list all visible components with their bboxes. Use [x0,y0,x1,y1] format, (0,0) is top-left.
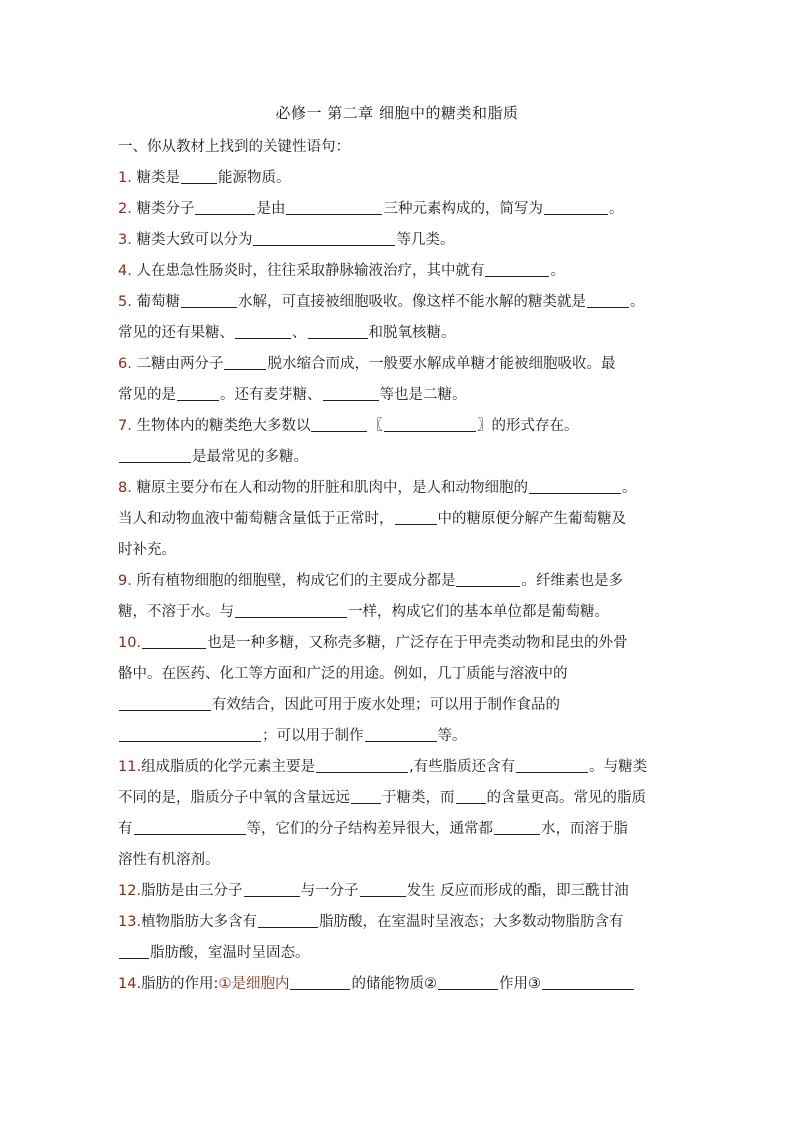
question-text: 葡萄糖 [136,294,180,310]
question-7 [118,411,683,473]
question-3 [118,225,683,256]
question-number: 1. [118,170,132,186]
question-text: 脂肪酸，室温时呈固态。 [150,945,310,961]
answer-blank[interactable] [516,757,588,773]
question-number: 4. [118,263,132,279]
question-text: 生物体内的糖类绝大多数以 [136,418,311,434]
question-text: 。 [550,263,565,279]
question-6 [118,349,683,411]
question-text: 。与糖类 [589,759,648,775]
question-text: 人在患急性肠炎时，往往采取静脉输液治疗，其中就有 [136,263,485,279]
answer-blank[interactable] [181,168,217,184]
question-text: 等。 [437,728,467,744]
answer-blank[interactable] [587,292,629,308]
answer-blank[interactable] [351,788,381,804]
question-text: ；可以用于制作 [262,728,364,744]
question-text: 当人和动物血液中葡萄糖含量低于正常时， [118,511,394,527]
page-title: 必修一 第二章 细胞中的糖类和脂质 [275,104,519,122]
answer-blank[interactable] [308,323,368,339]
answer-blank[interactable] [438,974,498,990]
question-12 [118,876,683,907]
question-text: 骼中。在医药、化工等方面和广泛的用途。例如，几丁质能与溶液中的 [118,666,568,682]
question-text: 糖类是 [136,170,180,186]
answer-blank[interactable] [544,199,608,215]
question-number: 13. [118,914,142,930]
answer-blank[interactable] [119,695,211,711]
question-text: 的储能物质② [351,976,437,992]
answer-blank[interactable] [181,292,237,308]
answer-blank[interactable] [224,354,266,370]
answer-blank[interactable] [395,509,437,525]
question-text: 。 [608,201,624,217]
question-8 [118,473,683,566]
question-5 [118,287,683,349]
question-text: 组成脂质的化学元素主要是 [141,759,316,775]
question-text: 的含量更高。常见的脂质 [486,790,646,806]
question-number: 9. [118,573,132,589]
question-text: 、 [292,325,307,341]
question-4 [118,256,683,287]
question-text: 等几类。 [396,232,455,248]
question-text: 糖原主要分布在人和动物的肝脏和肌肉中，是人和动物细胞的 [136,480,528,496]
question-9 [118,566,683,628]
question-text: 。纤维素也是多 [521,573,623,589]
question-13 [118,907,683,969]
question-text: ,有些脂质还含有 [409,759,516,775]
answer-blank[interactable] [365,726,437,742]
question-text: 糖，不溶于水。与 [118,604,234,620]
answer-blank[interactable] [177,385,219,401]
answer-blank[interactable] [258,912,318,928]
answer-blank[interactable] [456,571,520,587]
question-text: 水解，可直接被细胞吸收。像这样不能水解的糖类就是 [237,294,586,310]
question-text: 是最常见的多糖。 [192,449,308,465]
question-number: 12. [118,883,142,899]
question-text: 。还有麦芽糖、 [220,387,322,403]
question-text: 常见的还有果糖、 [118,325,234,341]
answer-blank[interactable] [360,881,406,897]
answer-blank[interactable] [542,974,634,990]
question-text: 与一分子 [300,883,359,899]
question-text: 中的糖原便分解产生葡萄糖及 [437,511,626,527]
question-text: 所有植物细胞的细胞壁，构成它们的主要成分都是 [136,573,456,589]
question-text: 。 [629,294,645,310]
question-number: 14. [118,976,142,992]
answer-blank[interactable] [384,416,476,432]
question-list [118,163,683,1000]
answer-blank[interactable] [456,788,486,804]
answer-blank[interactable] [485,261,549,277]
question-10 [118,628,683,752]
answer-blank[interactable] [142,633,206,649]
question-number: 10. [118,635,142,651]
question-number: 8. [118,480,132,496]
answer-blank[interactable] [134,819,246,835]
question-text: 有 [118,821,133,837]
question-text: 等，它们的分子结构差异很大，通常都 [246,821,493,837]
question-number: 5. [118,294,132,310]
question-number: 6. [118,356,132,372]
question-text: 是由 [256,201,286,217]
question-text: 一样，构成它们的基本单位都是葡萄糖。 [348,604,609,620]
question-text: 三种元素构成的，简写为 [383,201,543,217]
question-text: 。 [621,480,637,496]
question-11 [118,752,683,876]
question-text: 脂肪的作用: [141,976,219,992]
question-text: 常见的是 [118,387,176,403]
question-text: 〗的形式存在。 [476,418,579,434]
answer-blank[interactable] [529,478,621,494]
answer-blank[interactable] [119,726,261,742]
answer-blank[interactable] [253,230,395,246]
question-text: 〖 [368,418,383,434]
question-14 [118,969,683,1000]
question-number: 2. [118,201,132,217]
question-number: 11. [118,759,142,775]
answer-blank[interactable] [311,416,367,432]
question-text: 有效结合，因此可用于废水处理；可以用于制作食品的 [212,697,560,713]
question-text: 于糖类，而 [382,790,455,806]
question-text: 脱水缩合而成，一般要水解成单糖才能被细胞吸收。最 [267,356,616,372]
answer-blank[interactable] [195,199,255,215]
question-text: 和脱氧核糖。 [368,325,456,341]
section-heading: 一、你从教材上找到的关键性语句： [118,139,350,155]
question-text: 糖类大致可以分为 [136,232,253,248]
question-number: 7. [118,418,132,434]
question-text-highlight: ①是细胞内 [218,976,290,992]
answer-blank[interactable] [286,199,382,215]
question-text: 时补充。 [118,542,176,558]
question-text: 脂肪酸，在室温时呈液态；大多数动物脂肪含有 [319,914,624,930]
question-text: 植物脂肪大多含有 [141,914,258,930]
answer-blank[interactable] [235,323,291,339]
question-text: 等也是二糖。 [379,387,467,403]
answer-blank[interactable] [119,943,149,959]
question-1 [118,163,683,194]
question-text: 溶性有机溶剂。 [118,852,220,868]
answer-blank[interactable] [119,447,191,463]
question-text: 脂肪是由三分子 [141,883,243,899]
answer-blank[interactable] [290,974,350,990]
question-text: 二糖由两分子 [136,356,224,372]
question-text: 作用③ [498,976,541,992]
answer-blank[interactable] [323,385,379,401]
answer-blank[interactable] [316,757,408,773]
question-text: 水，而溶于脂 [541,821,628,837]
question-text: 能源物质。 [217,170,291,186]
question-text: 也是一种多糖，又称壳多糖，广泛存在于甲壳类动物和昆虫的外骨 [207,635,628,651]
question-text: 糖类分子 [136,201,195,217]
answer-blank[interactable] [235,602,347,618]
question-text: 发生 反应而形成的酯，即三酰甘油 [406,883,629,899]
question-text: 不同的是，脂质分子中氧的含量远远 [118,790,350,806]
question-2 [118,194,683,225]
answer-blank[interactable] [494,819,540,835]
question-number: 3. [118,232,132,248]
answer-blank[interactable] [244,881,300,897]
